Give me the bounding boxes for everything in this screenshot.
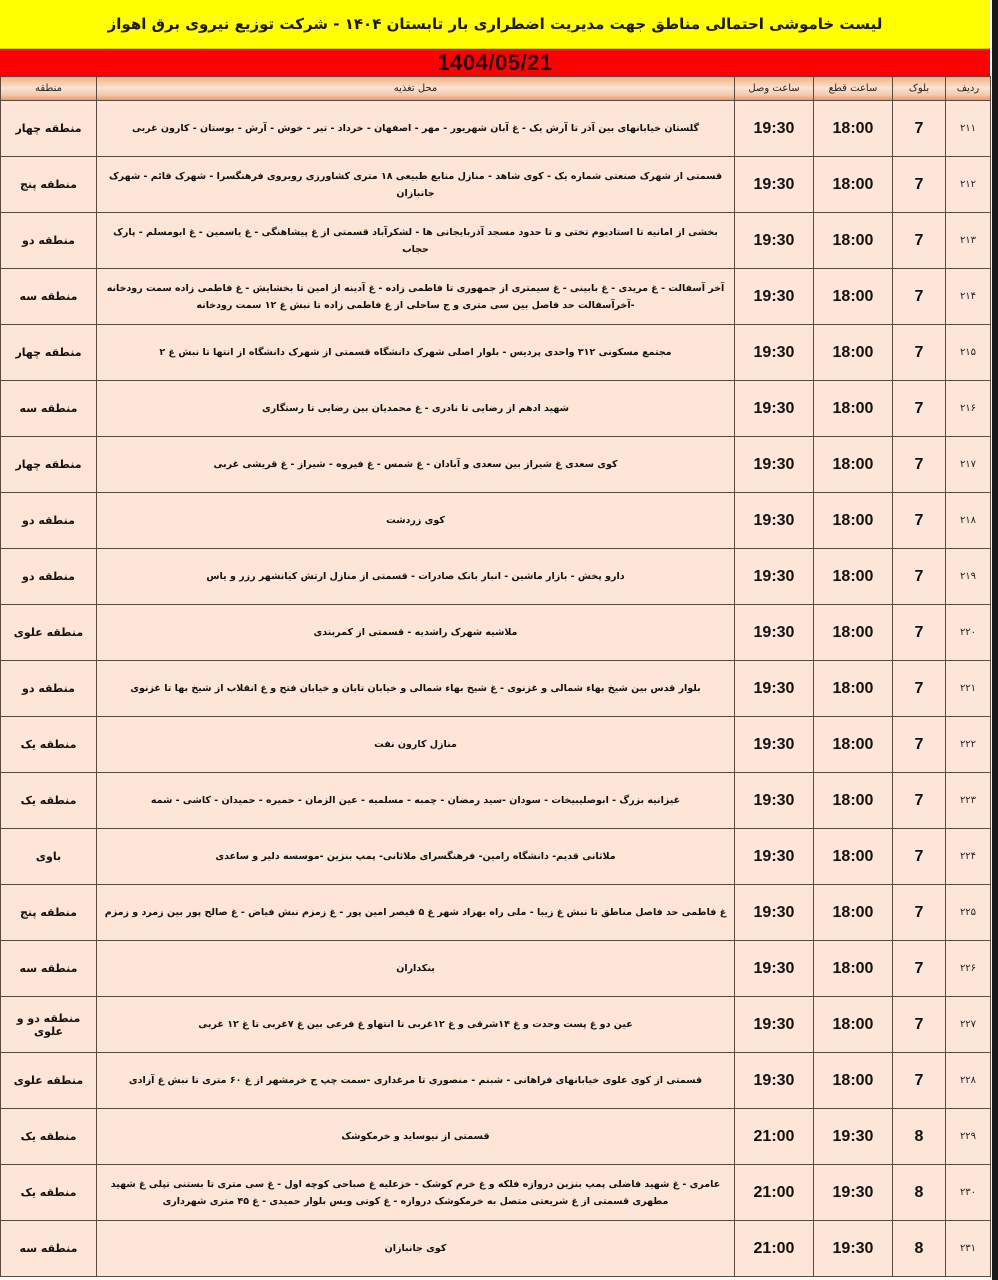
block-number: 7 bbox=[893, 997, 946, 1053]
header-location: محل تغذیه bbox=[97, 77, 735, 101]
connect-time: 19:30 bbox=[735, 885, 814, 941]
table-row bbox=[1, 493, 991, 549]
region-name: منطقه سه bbox=[1, 269, 97, 325]
block-number: 7 bbox=[893, 549, 946, 605]
table-row bbox=[1, 1053, 991, 1109]
region-name: منطقه سه bbox=[1, 1221, 97, 1277]
feed-location: مجتمع مسکونی ۳۱۲ واحدی پردیس - بلوار اصلی شهرک دانشگاه قسمتی از شهرک دانشگاه از انتها تا نبش غ ۲ bbox=[97, 325, 735, 381]
row-number: ۲۱۴ bbox=[946, 269, 991, 325]
row-number: ۲۱۸ bbox=[946, 493, 991, 549]
cut-time: 18:00 bbox=[814, 661, 893, 717]
row-number: ۲۲۹ bbox=[946, 1109, 991, 1165]
row-number: ۲۲۶ bbox=[946, 941, 991, 997]
cut-time: 18:00 bbox=[814, 1053, 893, 1109]
cut-time: 18:00 bbox=[814, 717, 893, 773]
cut-time: 18:00 bbox=[814, 941, 893, 997]
row-number: ۲۲۰ bbox=[946, 605, 991, 661]
feed-location: منازل کارون نفت bbox=[97, 717, 735, 773]
connect-time: 19:30 bbox=[735, 717, 814, 773]
schedule-date: 1404/05/21 bbox=[0, 49, 990, 76]
table-row bbox=[1, 661, 991, 717]
feed-location: غ فاطمی حد فاصل مناطق تا نبش غ زیبا - ملی راه بهزاد شهر غ ۵ قیصر امین پور - غ زمزم نبش فیاض - غ صالح پور بین زمرد و زمزم bbox=[97, 885, 735, 941]
cut-time: 18:00 bbox=[814, 157, 893, 213]
region-name: منطقه دو bbox=[1, 213, 97, 269]
connect-time: 19:30 bbox=[735, 829, 814, 885]
cut-time: 18:00 bbox=[814, 549, 893, 605]
cut-time: 18:00 bbox=[814, 773, 893, 829]
connect-time: 21:00 bbox=[735, 1221, 814, 1277]
page-title: لیست خاموشی احتمالی مناطق جهت مدیریت اضطراری بار تابستان ۱۴۰۴ - شرکت توزیع نیروی برق اهواز bbox=[0, 0, 990, 49]
block-number: 7 bbox=[893, 381, 946, 437]
cut-time: 18:00 bbox=[814, 493, 893, 549]
row-number: ۲۱۱ bbox=[946, 101, 991, 157]
block-number: 7 bbox=[893, 493, 946, 549]
region-name: منطقه چهار bbox=[1, 101, 97, 157]
row-number: ۲۲۷ bbox=[946, 997, 991, 1053]
region-name: منطقه سه bbox=[1, 941, 97, 997]
row-number: ۲۲۲ bbox=[946, 717, 991, 773]
region-name: منطقه دو bbox=[1, 549, 97, 605]
table-row bbox=[1, 437, 991, 493]
header-row-no: ردیف bbox=[946, 77, 991, 101]
feed-location: کوی سعدی غ شیراز بین سعدی و آبادان - غ شمس - غ فیروه - شیراز - غ قریشی غربی bbox=[97, 437, 735, 493]
cut-time: 19:30 bbox=[814, 1221, 893, 1277]
region-name: منطقه دو bbox=[1, 493, 97, 549]
row-number: ۲۱۲ bbox=[946, 157, 991, 213]
connect-time: 19:30 bbox=[735, 549, 814, 605]
block-number: 7 bbox=[893, 1053, 946, 1109]
block-number: 7 bbox=[893, 829, 946, 885]
feed-location: عین دو غ پست وحدت و غ ۱۴شرقی و غ ۱۲غربی تا انتهاو غ فرعی بین غ ۷غربی تا غ ۱۲ غربی bbox=[97, 997, 735, 1053]
region-name: منطقه چهار bbox=[1, 437, 97, 493]
feed-location: شهید ادهم از رضایی تا نادری - غ محمدیان بین رضایی تا رستگاری bbox=[97, 381, 735, 437]
row-number: ۲۱۵ bbox=[946, 325, 991, 381]
connect-time: 19:30 bbox=[735, 941, 814, 997]
table-row bbox=[1, 269, 991, 325]
cut-time: 19:30 bbox=[814, 1109, 893, 1165]
connect-time: 19:30 bbox=[735, 325, 814, 381]
row-number: ۲۱۶ bbox=[946, 381, 991, 437]
table-row bbox=[1, 773, 991, 829]
feed-location: قسمتی از نیوساید و خرمکوشک bbox=[97, 1109, 735, 1165]
feed-location: گلستان خیابانهای بین آذر تا آرش یک - غ آبان شهریور - مهر - اصفهان - خرداد - تیر - خوش - آرش - بوستان - کارون غربی bbox=[97, 101, 735, 157]
connect-time: 21:00 bbox=[735, 1109, 814, 1165]
connect-time: 19:30 bbox=[735, 213, 814, 269]
feed-location: بخشی از امانیه تا استادیوم تختی و تا حدود مسجد آذربایجانی ها - لشکرآباد قسمتی از غ پیشاهنگی - غ یاسمین - غ ابومسلم - پارک حجاب bbox=[97, 213, 735, 269]
header-connect-time: ساعت وصل bbox=[735, 77, 814, 101]
table-row bbox=[1, 325, 991, 381]
row-number: ۲۲۵ bbox=[946, 885, 991, 941]
feed-location: بنکداران bbox=[97, 941, 735, 997]
row-number: ۲۲۴ bbox=[946, 829, 991, 885]
table-header-row bbox=[1, 77, 991, 101]
feed-location: عامری - غ شهید فاضلی پمپ بنزین دروازه فلکه و غ خرم کوشک - خزعلیه غ صباحی کوچه اول - غ سی متری تا بستنی تپلی غ شهید مطهری قسمتی از غ شریعتی متصل به خرمکوشک دروازه - غ کوتی ویس بلوار حمیدی - غ ۴۵ متری شهرداری bbox=[97, 1165, 735, 1221]
table-row bbox=[1, 1109, 991, 1165]
connect-time: 19:30 bbox=[735, 773, 814, 829]
block-number: 7 bbox=[893, 773, 946, 829]
cut-time: 18:00 bbox=[814, 101, 893, 157]
table-row bbox=[1, 885, 991, 941]
feed-location: قسمتی از شهرک صنعتی شماره یک - کوی شاهد - منازل منابع طبیعی ۱۸ متری کشاورزی روبروی فرهنگسرا - شهرک قائم - شهرک جانبازان bbox=[97, 157, 735, 213]
cut-time: 18:00 bbox=[814, 829, 893, 885]
table-row bbox=[1, 997, 991, 1053]
connect-time: 19:30 bbox=[735, 269, 814, 325]
connect-time: 19:30 bbox=[735, 1053, 814, 1109]
region-name: منطقه دو bbox=[1, 661, 97, 717]
region-name: منطقه یک bbox=[1, 773, 97, 829]
cut-time: 18:00 bbox=[814, 997, 893, 1053]
cut-time: 18:00 bbox=[814, 213, 893, 269]
row-number: ۲۳۱ bbox=[946, 1221, 991, 1277]
row-number: ۲۲۱ bbox=[946, 661, 991, 717]
cut-time: 18:00 bbox=[814, 605, 893, 661]
header-block: بلوک bbox=[893, 77, 946, 101]
block-number: 7 bbox=[893, 941, 946, 997]
table-row bbox=[1, 829, 991, 885]
table-row bbox=[1, 157, 991, 213]
region-name: باوی bbox=[1, 829, 97, 885]
window-edge bbox=[992, 0, 998, 1280]
cut-time: 19:30 bbox=[814, 1165, 893, 1221]
connect-time: 19:30 bbox=[735, 605, 814, 661]
block-number: 7 bbox=[893, 437, 946, 493]
row-number: ۲۱۷ bbox=[946, 437, 991, 493]
connect-time: 19:30 bbox=[735, 437, 814, 493]
cut-time: 18:00 bbox=[814, 325, 893, 381]
row-number: ۲۱۳ bbox=[946, 213, 991, 269]
region-name: منطقه علوی bbox=[1, 1053, 97, 1109]
region-name: منطقه یک bbox=[1, 1165, 97, 1221]
header-cut-time: ساعت قطع bbox=[814, 77, 893, 101]
block-number: 8 bbox=[893, 1109, 946, 1165]
feed-location: ملاشیه شهرک راشدیه - قسمتی از کمربندی bbox=[97, 605, 735, 661]
block-number: 8 bbox=[893, 1165, 946, 1221]
connect-time: 19:30 bbox=[735, 493, 814, 549]
connect-time: 19:30 bbox=[735, 997, 814, 1053]
table-row bbox=[1, 1221, 991, 1277]
feed-location: کوی جانبازان bbox=[97, 1221, 735, 1277]
table-row bbox=[1, 213, 991, 269]
outage-table bbox=[0, 76, 991, 1277]
block-number: 7 bbox=[893, 157, 946, 213]
row-number: ۲۲۸ bbox=[946, 1053, 991, 1109]
connect-time: 21:00 bbox=[735, 1165, 814, 1221]
feed-location: ملاثانی قدیم- دانشگاه رامین- فرهنگسرای ملاثانی- پمپ بنزین -موسسه دلیر و ساعدی bbox=[97, 829, 735, 885]
feed-location: آخر آسفالت - غ مریدی - غ بابینی - غ سیمتری از جمهوری تا فاطمی زاده - غ آدینه از امین تا بخشایش - غ فاطمی زاده سمت رودخانه -آخرآسفالت حد فاصل بین سی متری و ج ساحلی از غ فاطمی زاده تا نبش غ ۱۲ سمت رودخانه bbox=[97, 269, 735, 325]
table-row bbox=[1, 101, 991, 157]
connect-time: 19:30 bbox=[735, 661, 814, 717]
region-name: منطقه پنج bbox=[1, 885, 97, 941]
table-row bbox=[1, 381, 991, 437]
feed-location: کوی زردشت bbox=[97, 493, 735, 549]
table-row bbox=[1, 941, 991, 997]
block-number: 7 bbox=[893, 213, 946, 269]
region-name: منطقه یک bbox=[1, 717, 97, 773]
block-number: 7 bbox=[893, 717, 946, 773]
cut-time: 18:00 bbox=[814, 381, 893, 437]
connect-time: 19:30 bbox=[735, 381, 814, 437]
block-number: 7 bbox=[893, 885, 946, 941]
table-row bbox=[1, 549, 991, 605]
region-name: منطقه سه bbox=[1, 381, 97, 437]
block-number: 7 bbox=[893, 101, 946, 157]
block-number: 7 bbox=[893, 269, 946, 325]
feed-location: قسمتی از کوی علوی خیابانهای فراهانی - شبنم - منصوری تا مرغداری -سمت چپ ج خرمشهر از غ ۶۰ متری تا نبش غ آزادی bbox=[97, 1053, 735, 1109]
table-row bbox=[1, 605, 991, 661]
region-name: منطقه دو و علوی bbox=[1, 997, 97, 1053]
feed-location: بلوار قدس بین شیخ بهاء شمالی و غزنوی - غ شیخ بهاء شمالی و خیابان تابان و خیابان فتح و غ انقلاب از شیخ بها تا غزنوی bbox=[97, 661, 735, 717]
table-body bbox=[1, 101, 991, 1277]
cut-time: 18:00 bbox=[814, 885, 893, 941]
header-region: منطقه bbox=[1, 77, 97, 101]
cut-time: 18:00 bbox=[814, 269, 893, 325]
table-row bbox=[1, 1165, 991, 1221]
table-row bbox=[1, 717, 991, 773]
block-number: 7 bbox=[893, 605, 946, 661]
region-name: منطقه یک bbox=[1, 1109, 97, 1165]
region-name: منطقه علوی bbox=[1, 605, 97, 661]
region-name: منطقه چهار bbox=[1, 325, 97, 381]
block-number: 7 bbox=[893, 661, 946, 717]
block-number: 7 bbox=[893, 325, 946, 381]
block-number: 8 bbox=[893, 1221, 946, 1277]
feed-location: غیزانیه بزرگ - ابوصلیبیخات - سودان -سید رمضان - چمبه - مسلمیه - عین الزمان - حمیره - حمیدان - کاشی - شمه bbox=[97, 773, 735, 829]
row-number: ۲۱۹ bbox=[946, 549, 991, 605]
cut-time: 18:00 bbox=[814, 437, 893, 493]
row-number: ۲۳۰ bbox=[946, 1165, 991, 1221]
feed-location: دارو پخش - بازار ماشین - انبار بانک صادرات - قسمتی از منازل ارتش کیانشهر رزر و یاس bbox=[97, 549, 735, 605]
connect-time: 19:30 bbox=[735, 157, 814, 213]
connect-time: 19:30 bbox=[735, 101, 814, 157]
row-number: ۲۲۳ bbox=[946, 773, 991, 829]
region-name: منطقه پنج bbox=[1, 157, 97, 213]
